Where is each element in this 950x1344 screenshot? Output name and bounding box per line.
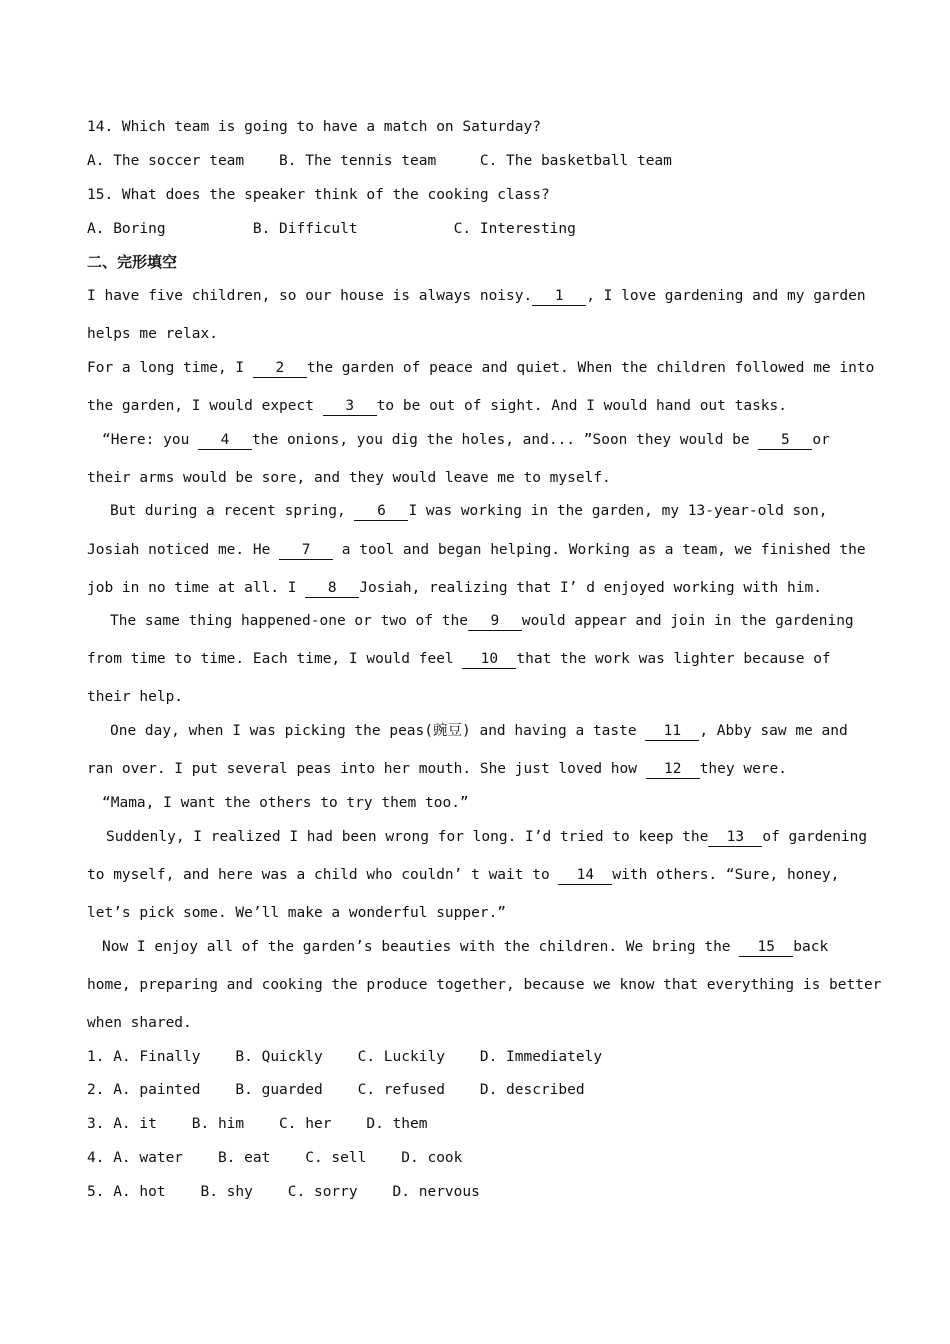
option-row: 2. A. painted B. guarded C. refused D. described (87, 1082, 585, 1098)
passage-line: “Here: you 4 the onions, you dig the holes, and... ”Soon they would be 5 or (102, 432, 830, 448)
passage-line: Suddenly, I realized I had been wrong for long. I’d tried to keep the 13 of gardening (106, 829, 868, 845)
blank-1: 1 (532, 288, 586, 306)
passage-line: The same thing happened-one or two of the 9 would appear and join in the gardening (110, 613, 854, 629)
blank-8: 8 (305, 580, 359, 598)
option-row: 5. A. hot B. shy C. sorry D. nervous (87, 1184, 480, 1200)
passage-line: ran over. I put several peas into her mouth. She just loved how 12 they were. (87, 761, 788, 777)
passage-line: job in no time at all. I 8 Josiah, realizing that I’ d enjoyed working with him. (87, 580, 822, 596)
passage-line: For a long time, I 2 the garden of peace and quiet. When the children followed me into (87, 360, 875, 376)
blank-9: 9 (468, 613, 522, 631)
passage-line: Josiah noticed me. He 7 a tool and began helping. Working as a team, we finished the (87, 542, 866, 558)
option-row: 3. A. it B. him C. her D. them (87, 1116, 428, 1132)
blank-14: 14 (558, 867, 612, 885)
passage-line: to myself, and here was a child who couldn’ t wait to 14 with others. “Sure, honey, (87, 867, 840, 883)
blank-15: 15 (739, 939, 793, 957)
question-15-options: A. Boring B. Difficult C. Interesting (87, 221, 576, 237)
option-row: 4. A. water B. eat C. sell D. cook (87, 1150, 463, 1166)
blank-10: 10 (462, 651, 516, 669)
passage-line: from time to time. Each time, I would feel 10 that the work was lighter because of (87, 651, 831, 667)
section-heading: 二、完形填空 (87, 253, 178, 271)
blank-5: 5 (758, 432, 812, 450)
blank-2: 2 (253, 360, 307, 378)
passage-line: helps me relax. (87, 326, 218, 342)
passage-line: Now I enjoy all of the garden’s beauties with the children. We bring the 15 back (102, 939, 829, 955)
question-14: 14. Which team is going to have a match on Saturday? (87, 119, 541, 135)
passage-line: let’s pick some. We’ll make a wonderful supper.” (87, 905, 507, 921)
question-14-options: A. The soccer team B. The tennis team C. The basketball team (87, 153, 672, 169)
blank-3: 3 (323, 398, 377, 416)
question-15: 15. What does the speaker think of the cooking class? (87, 187, 550, 203)
passage-line: I have five children, so our house is always noisy. 1 , I love gardening and my garden (87, 288, 866, 304)
passage-line: their arms would be sore, and they would leave me to myself. (87, 470, 611, 486)
blank-12: 12 (646, 761, 700, 779)
blank-6: 6 (354, 503, 408, 521)
option-row: 1. A. Finally B. Quickly C. Luckily D. Immediately (87, 1049, 603, 1065)
blank-4: 4 (198, 432, 252, 450)
passage-line: when shared. (87, 1015, 192, 1031)
passage-line: One day, when I was picking the peas(豌豆) and having a taste 11 , Abby saw me and (110, 723, 848, 739)
passage-line: But during a recent spring, 6 I was working in the garden, my 13-year-old son, (110, 503, 828, 519)
passage-line: their help. (87, 689, 184, 705)
blank-7: 7 (279, 542, 333, 560)
passage-line: the garden, I would expect 3 to be out of sight. And I would hand out tasks. (87, 398, 788, 414)
blank-11: 11 (645, 723, 699, 741)
blank-13: 13 (708, 829, 762, 847)
passage-line: “Mama, I want the others to try them too.” (102, 795, 469, 811)
passage-line: home, preparing and cooking the produce together, because we know that everything is better (87, 977, 882, 993)
